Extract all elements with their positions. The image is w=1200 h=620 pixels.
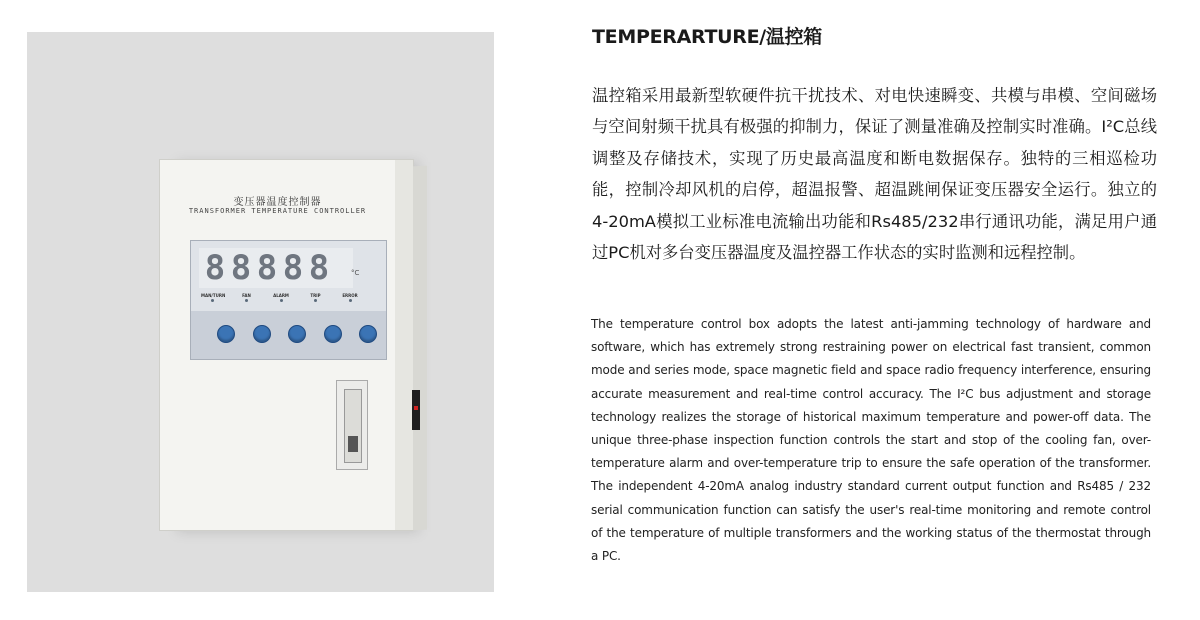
led-dot-icon	[314, 299, 317, 302]
indicator-row	[201, 293, 361, 302]
display-digit: 8	[308, 248, 330, 288]
keypad-button-icon	[217, 325, 235, 343]
indicator-label: FAN	[242, 293, 251, 298]
indicator-led	[270, 293, 292, 302]
side-indicator-icon	[414, 406, 418, 410]
display-digit: 8	[256, 248, 278, 288]
indicator-led	[201, 293, 226, 302]
display-unit: °C	[351, 269, 360, 277]
product-photo	[27, 32, 494, 592]
led-dot-icon	[349, 299, 352, 302]
led-dot-icon	[211, 299, 214, 302]
side-rocker-switch-icon	[412, 390, 420, 430]
section-heading: TEMPERARTURE/温控箱	[592, 26, 823, 48]
indicator-label: ALARM	[273, 293, 289, 298]
device-title-cn: 变压器温度控制器	[233, 197, 322, 208]
description-chinese: 温控箱采用最新型软硬件抗干扰技术、对电快速瞬变、共模与串模、空间磁场与空间射频干扰具有极强的抑制力，保证了测量准确及控制实时准确。I²C总线调整及存储技术，实现了历史最高温度和断电数据保存。独特的三相巡检功能，控制冷却风机的启停，超温报警、超温跳闸保证变压器安全运行。独立的4-20mA模拟工业标准电流输出功能和Rs485/232串行通讯功能，满足用户通过PC机对多台变压器温度及温控器工作状态的实时监测和远程控制。	[592, 86, 1157, 263]
keypad-button-icon	[324, 325, 342, 343]
indicator-led	[305, 293, 327, 302]
device-side-panel	[413, 166, 427, 531]
keypad-button-icon	[253, 325, 271, 343]
indicator-led	[339, 293, 361, 302]
keypad-button-icon	[359, 325, 377, 343]
display-digit: 8	[204, 248, 226, 288]
display-digit: 8	[230, 248, 252, 288]
led-dot-icon	[280, 299, 283, 302]
display-digit: 8	[282, 248, 304, 288]
indicator-label: TRIP	[310, 293, 321, 298]
description-english: The temperature control box adopts the latest anti-jamming technology of hardware and software, which has extremely strong restraining power on electrical fast transient, common mode and series mode, space magnetic field and space radio frequency interference, ensuring accurate measurement and real-time control accuracy. The I²C bus adjustment and storage technology realizes the storage of historical maximum temperature and power-off data. The unique three-phase inspection function controls the start and stop of the cooling fan, over-temperature alarm and over-temperature trip to ensure the safe operation of the transformer. The independent 4-20mA analog industry standard current output function and Rs485 / 232 serial communication function can satisfy the user's real-time monitoring and remote control of the temperature of multiple transformers and the working status of the thermostat through a PC.	[591, 317, 1151, 564]
indicator-label: ERROR	[342, 293, 358, 298]
temperature-controller-box	[159, 159, 414, 531]
switch-slot	[344, 389, 362, 463]
keypad-button-icon	[288, 325, 306, 343]
power-switch-housing	[336, 380, 368, 470]
control-panel	[190, 240, 387, 360]
toggle-switch-icon	[348, 436, 358, 452]
indicator-led	[236, 293, 258, 302]
led-dot-icon	[245, 299, 248, 302]
indicator-label: MAN/TURN	[201, 293, 226, 298]
seven-segment-display	[199, 248, 353, 288]
device-title-en: TRANSFORMER TEMPERATURE CONTROLLER	[188, 207, 367, 215]
keypad-row	[217, 325, 377, 343]
